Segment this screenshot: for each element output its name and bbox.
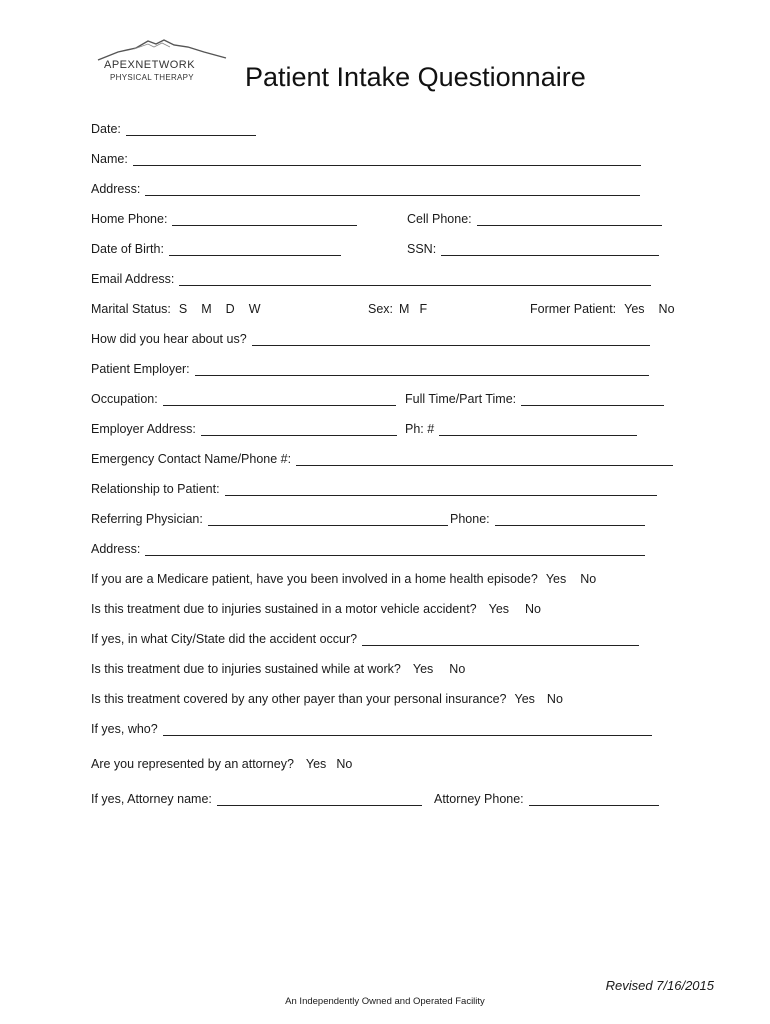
sex-option-f[interactable]: F bbox=[419, 302, 428, 316]
home-phone-input[interactable] bbox=[172, 213, 357, 226]
marital-status-label: Marital Status: bbox=[91, 302, 171, 316]
physician-phone-label: Phone: bbox=[450, 512, 490, 526]
address-row bbox=[91, 178, 640, 196]
employer-input[interactable] bbox=[195, 363, 649, 376]
employer-address-input[interactable] bbox=[201, 423, 397, 436]
attorney-yes[interactable]: Yes bbox=[305, 757, 327, 771]
hear-about-label: How did you hear about us? bbox=[91, 332, 247, 346]
logo-subtitle: PHYSICAL THERAPY bbox=[110, 73, 194, 82]
page-title: Patient Intake Questionnaire bbox=[245, 62, 586, 92]
address-label: Address: bbox=[91, 182, 141, 196]
employer-row bbox=[91, 358, 649, 376]
logo-name: APEXNETWORK bbox=[104, 59, 196, 71]
dob-label: Date of Birth: bbox=[91, 242, 164, 256]
attorney-phone-label: Attorney Phone: bbox=[434, 792, 524, 806]
attorney-name-label: If yes, Attorney name: bbox=[91, 792, 212, 806]
attorney-phone-input[interactable] bbox=[529, 793, 659, 806]
marital-option-w[interactable]: W bbox=[248, 302, 261, 316]
referring-physician-input[interactable] bbox=[208, 513, 448, 526]
marital-option-m[interactable]: M bbox=[201, 302, 212, 316]
physician-phone-group bbox=[450, 508, 645, 526]
address-input[interactable] bbox=[145, 183, 640, 196]
full-part-time-input[interactable] bbox=[521, 393, 664, 406]
sex-option-m[interactable]: M bbox=[399, 302, 410, 316]
motor-vehicle-yes[interactable]: Yes bbox=[488, 602, 510, 616]
work-injury-row bbox=[91, 658, 465, 676]
relationship-input[interactable] bbox=[225, 483, 657, 496]
motor-vehicle-row bbox=[91, 598, 541, 616]
marital-option-s[interactable]: S bbox=[178, 302, 188, 316]
sex-group bbox=[368, 298, 427, 316]
employer-phone-group bbox=[405, 418, 637, 436]
work-injury-question: Is this treatment due to injuries sustained while at work? bbox=[91, 662, 401, 676]
marital-status-row bbox=[91, 298, 261, 316]
employer-phone-label: Ph: # bbox=[405, 422, 435, 436]
medicare-yes[interactable]: Yes bbox=[545, 572, 567, 586]
attorney-phone-group bbox=[434, 788, 659, 806]
home-phone-label: Home Phone: bbox=[91, 212, 168, 226]
other-payer-no[interactable]: No bbox=[546, 692, 563, 706]
payer-who-input[interactable] bbox=[163, 723, 652, 736]
marital-option-d[interactable]: D bbox=[225, 302, 235, 316]
attorney-no[interactable]: No bbox=[336, 757, 353, 771]
date-input[interactable] bbox=[126, 123, 256, 136]
footer-note: An Independently Owned and Operated Facility bbox=[285, 996, 485, 1007]
dob-row bbox=[91, 238, 341, 256]
relationship-row bbox=[91, 478, 657, 496]
hear-about-input[interactable] bbox=[252, 333, 650, 346]
medicare-row bbox=[91, 568, 596, 586]
ssn-label: SSN: bbox=[407, 242, 437, 256]
company-logo bbox=[96, 38, 236, 90]
physician-phone-input[interactable] bbox=[495, 513, 645, 526]
payer-who-label: If yes, who? bbox=[91, 722, 158, 736]
employer-address-row bbox=[91, 418, 397, 436]
former-patient-label: Former Patient: bbox=[530, 302, 617, 316]
physician-address-label: Address: bbox=[91, 542, 141, 556]
emergency-contact-row bbox=[91, 448, 673, 466]
former-patient-yes[interactable]: Yes bbox=[624, 302, 645, 316]
cell-phone-input[interactable] bbox=[477, 213, 662, 226]
home-phone-row bbox=[91, 208, 357, 226]
employer-phone-input[interactable] bbox=[439, 423, 637, 436]
email-row bbox=[91, 268, 651, 286]
ssn-group bbox=[407, 238, 659, 256]
physician-address-row bbox=[91, 538, 645, 556]
full-part-time-label: Full Time/Part Time: bbox=[405, 392, 517, 406]
name-input[interactable] bbox=[133, 153, 641, 166]
other-payer-question: Is this treatment covered by any other payer than your personal insurance? bbox=[91, 692, 507, 706]
date-row bbox=[91, 118, 256, 136]
full-part-time-group bbox=[405, 388, 664, 406]
medicare-no[interactable]: No bbox=[580, 572, 597, 586]
accident-location-label: If yes, in what City/State did the accident occur? bbox=[91, 632, 358, 646]
medicare-question: If you are a Medicare patient, have you been involved in a home health episode? bbox=[91, 572, 538, 586]
email-label: Email Address: bbox=[91, 272, 175, 286]
work-injury-yes[interactable]: Yes bbox=[412, 662, 434, 676]
former-patient-no[interactable]: No bbox=[658, 302, 675, 316]
referring-physician-row bbox=[91, 508, 448, 526]
attorney-row bbox=[91, 753, 352, 771]
attorney-question: Are you represented by an attorney? bbox=[91, 757, 294, 771]
cell-phone-group bbox=[407, 208, 662, 226]
occupation-input[interactable] bbox=[163, 393, 396, 406]
payer-who-row bbox=[91, 718, 652, 736]
referring-physician-label: Referring Physician: bbox=[91, 512, 203, 526]
occupation-label: Occupation: bbox=[91, 392, 158, 406]
date-label: Date: bbox=[91, 122, 121, 136]
ssn-input[interactable] bbox=[441, 243, 659, 256]
physician-address-input[interactable] bbox=[145, 543, 645, 556]
cell-phone-label: Cell Phone: bbox=[407, 212, 472, 226]
sex-label: Sex: bbox=[368, 302, 394, 316]
emergency-contact-input[interactable] bbox=[296, 453, 673, 466]
emergency-contact-label: Emergency Contact Name/Phone #: bbox=[91, 452, 292, 466]
other-payer-yes[interactable]: Yes bbox=[514, 692, 535, 706]
motor-vehicle-no[interactable]: No bbox=[525, 602, 542, 616]
relationship-label: Relationship to Patient: bbox=[91, 482, 220, 496]
accident-location-row bbox=[91, 628, 639, 646]
attorney-name-input[interactable] bbox=[217, 793, 422, 806]
occupation-row bbox=[91, 388, 396, 406]
hear-about-row bbox=[91, 328, 650, 346]
revision-date: Revised 7/16/2015 bbox=[605, 978, 714, 993]
former-patient-group bbox=[530, 298, 675, 316]
other-payer-row bbox=[91, 688, 563, 706]
work-injury-no[interactable]: No bbox=[449, 662, 466, 676]
name-label: Name: bbox=[91, 152, 128, 166]
employer-address-label: Employer Address: bbox=[91, 422, 196, 436]
employer-label: Patient Employer: bbox=[91, 362, 190, 376]
attorney-name-row bbox=[91, 788, 422, 806]
email-input[interactable] bbox=[179, 273, 651, 286]
dob-input[interactable] bbox=[169, 243, 341, 256]
motor-vehicle-question: Is this treatment due to injuries sustained in a motor vehicle accident? bbox=[91, 602, 477, 616]
accident-location-input[interactable] bbox=[362, 633, 639, 646]
name-row bbox=[91, 148, 641, 166]
